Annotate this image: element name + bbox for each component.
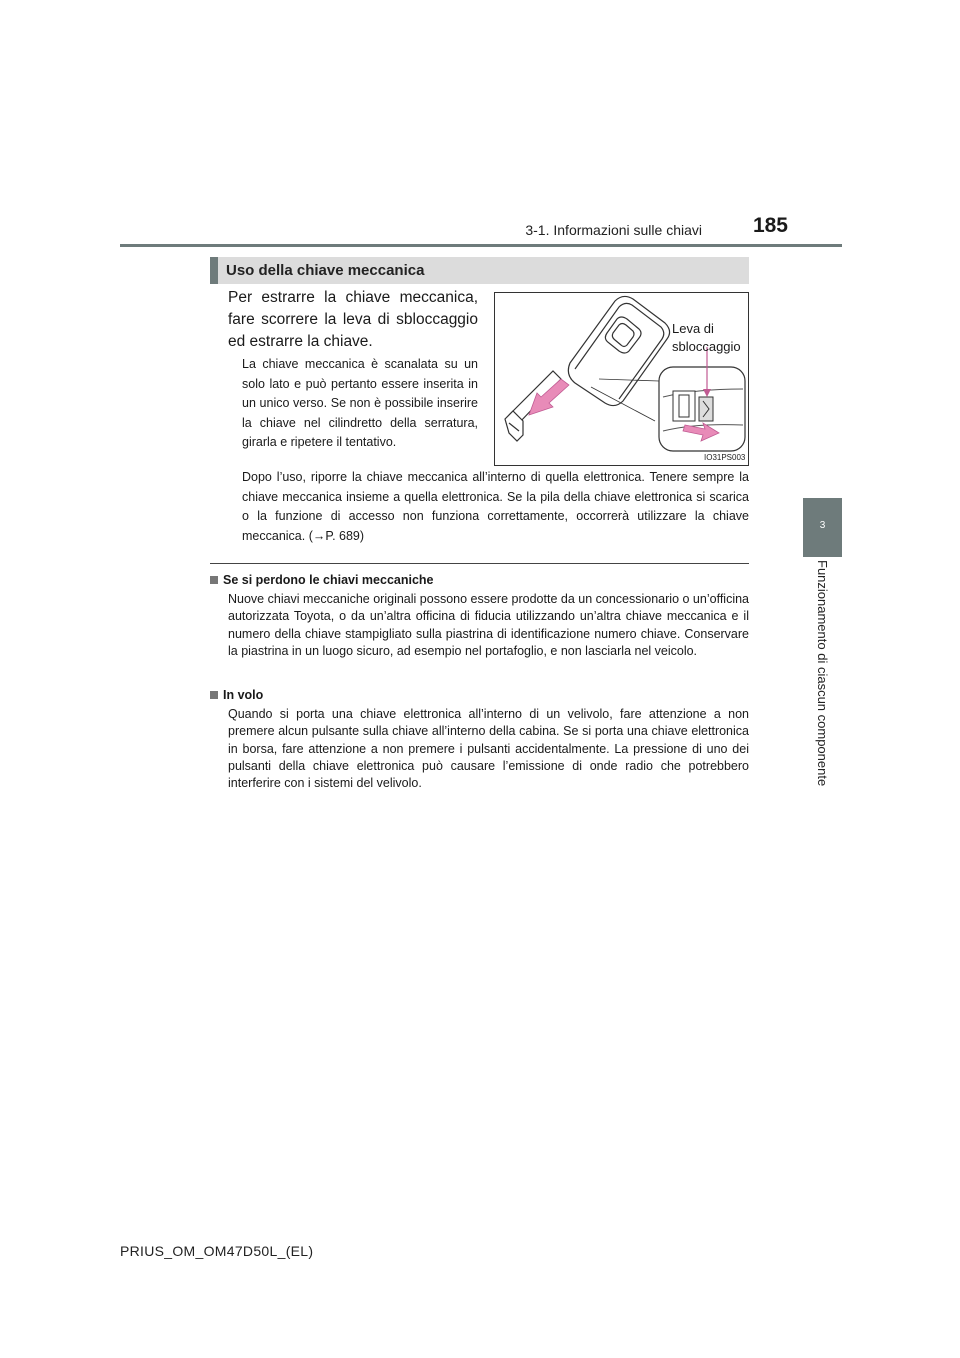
release-lever-label-line1: Leva di [672,321,714,336]
figure-code: IO31PS003 [704,453,746,462]
subsection-heading-1 [210,573,434,587]
key-drawing [495,293,748,465]
header-rule [120,244,842,247]
subsection-heading-2 [210,688,263,702]
section-divider [210,563,749,564]
subsection-text-2: Quando si porta una chiave elettronica all’interno di un velivolo, fare attenzione a non premere alcun pulsante sulla chiave all’interno della cabina. Se si porta una chiave elettronica in borsa, fare attenzione a non premere i pulsanti accidentalmente. La pressione di uno dei pulsanti della chiave elettronica può causare l’emissione di onde radio che potrebbero interferire con i sistemi del velivolo. [228,707,749,791]
key-illustration [494,292,749,466]
section-heading: Uso della chiave meccanica [226,262,425,279]
document-code: PRIUS_OM_OM47D50L_(EL) [120,1243,314,1259]
subsection-text-1: Nuove chiavi meccaniche originali possono essere prodotte da un concessionario o un’officina autorizzata Toyota, o da un’altra officina di fiducia utilizzando un’altra chiave meccanica e il numero della chiave stampigliato sulla piastrina di identificazione numero chiave. Conservare la piastrina in un luogo sicuro, ad esempio nel portafoglio, e non lasciarla nel veicolo. [228,592,749,658]
note-paragraph-2: Dopo l’uso, riporre la chiave meccanica all’interno di quella elettronica. Tenere sempre la chiave meccanica insieme a quella elettronica. Se la pila della chiave elettronica si scarica o la funzione di accesso non funziona correttamente, occorrerà utilizzare la chiave meccanica. (→P. 689) [242,470,749,543]
page-number: 185 [752,214,788,237]
chapter-number: 3 [819,520,826,531]
section-heading-marker [210,257,218,284]
release-lever-label-line2: sbloccaggio [672,339,741,354]
chapter-title: Funzionamento di ciascun componente [815,560,830,787]
note-paragraph-1: La chiave meccanica è scanalata su un solo lato e può pertanto essere inserita in un unico verso. Se non è possibile inserire la chiave nel cilindretto della serratura, girarla e ripetere il tentativo. [242,357,478,449]
header-section-title: 3-1. Informazioni sulle chiavi [525,222,702,238]
square-bullet-icon [210,691,218,699]
subsection-title-1: Se si perdono le chiavi meccaniche [223,573,434,587]
release-lever-label [672,320,756,356]
square-bullet-icon [210,576,218,584]
subsection-title-2: In volo [223,688,264,702]
intro-paragraph: Per estrarre la chiave meccanica, fare scorrere la leva di sbloccaggio ed estrarre la chiave. [228,289,478,350]
chapter-title-vertical [812,560,832,790]
